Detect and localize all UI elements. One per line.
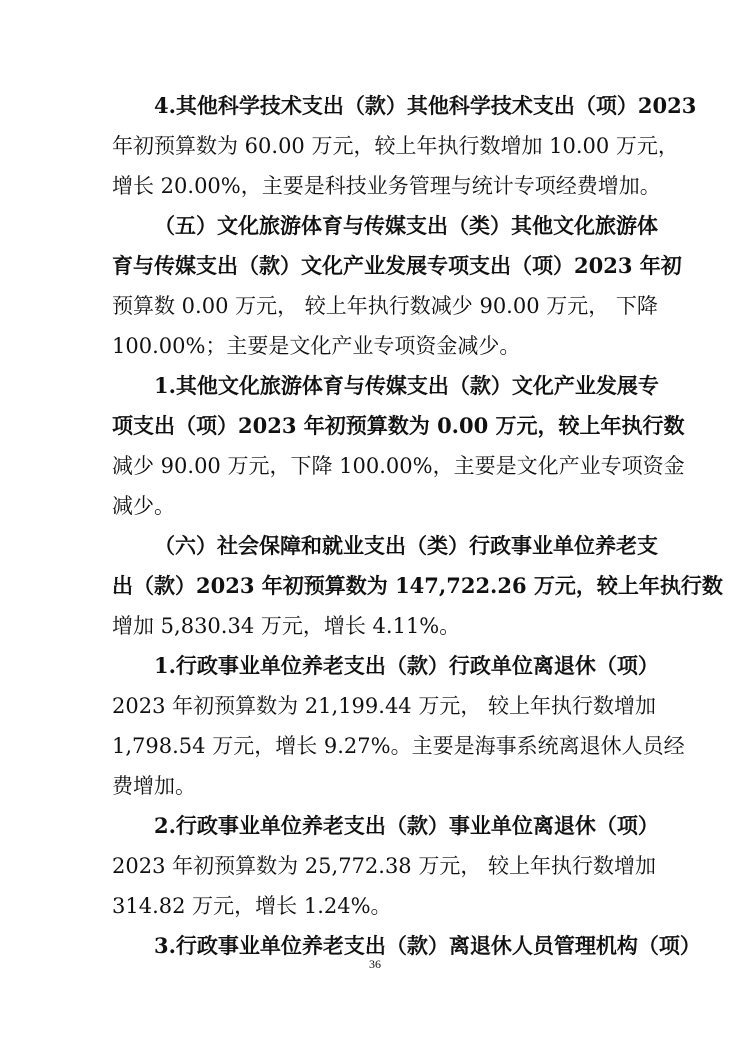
paragraph-4-line-2: 出（款）2023 年初预算数为 147,722.26 万元，较上年执行数 (112, 573, 723, 598)
paragraph-7-line-1: 3.行政事业单位养老支出（款）离退休人员管理机构（项） (154, 933, 701, 958)
paragraph-6-line-1: 2.行政事业单位养老支出（款）事业单位离退休（项） (154, 813, 659, 838)
paragraph-5-line-4: 费增加。 (112, 774, 196, 798)
paragraph-4-line-3: 增加 5,830.34 万元，增长 4.11%。 (112, 614, 461, 638)
paragraph-2-line-3: 预算数 0.00 万元， 较上年执行数减少 90.00 万元， 下降 (112, 294, 658, 318)
page-number: 36 (369, 957, 381, 971)
paragraph-2-line-4: 100.00%；主要是文化产业专项资金减少。 (112, 334, 521, 358)
paragraph-5-line-3: 1,798.54 万元，增长 9.27%。主要是海事系统离退休人员经 (112, 734, 685, 758)
paragraph-5-line-1: 1.行政事业单位养老支出（款）行政单位离退休（项） (154, 653, 659, 678)
paragraph-5-line-2: 2023 年初预算数为 21,199.44 万元， 较上年执行数增加 (112, 694, 657, 718)
paragraph-3-line-4: 减少。 (112, 494, 175, 518)
paragraph-1-line-2: 年初预算数为 60.00 万元，较上年执行数增加 10.00 万元， (112, 134, 679, 158)
paragraph-3-line-3: 减少 90.00 万元，下降 100.00%，主要是文化产业专项资金 (112, 454, 685, 478)
paragraph-6-line-2: 2023 年初预算数为 25,772.38 万元， 较上年执行数增加 (112, 854, 657, 878)
paragraph-2-line-1: （五）文化旅游体育与传媒支出（类）其他文化旅游体 (154, 213, 658, 238)
paragraph-4-line-1: （六）社会保障和就业支出（类）行政事业单位养老支 (154, 533, 658, 558)
paragraph-6-line-3: 314.82 万元，增长 1.24%。 (112, 894, 392, 918)
paragraph-1-line-3: 增长 20.00%，主要是科技业务管理与统计专项经费增加。 (112, 174, 661, 198)
paragraph-3-line-2: 项支出（项）2023 年初预算数为 0.00 万元，较上年执行数 (112, 413, 685, 438)
paragraph-2-line-2: 育与传媒支出（款）文化产业发展专项支出（项）2023 年初 (112, 253, 682, 278)
paragraph-3-line-1: 1.其他文化旅游体育与传媒支出（款）文化产业发展专 (154, 373, 659, 398)
paragraph-1-line-1: 4.其他科学技术支出（款）其他科学技术支出（项）2023 (154, 93, 697, 118)
